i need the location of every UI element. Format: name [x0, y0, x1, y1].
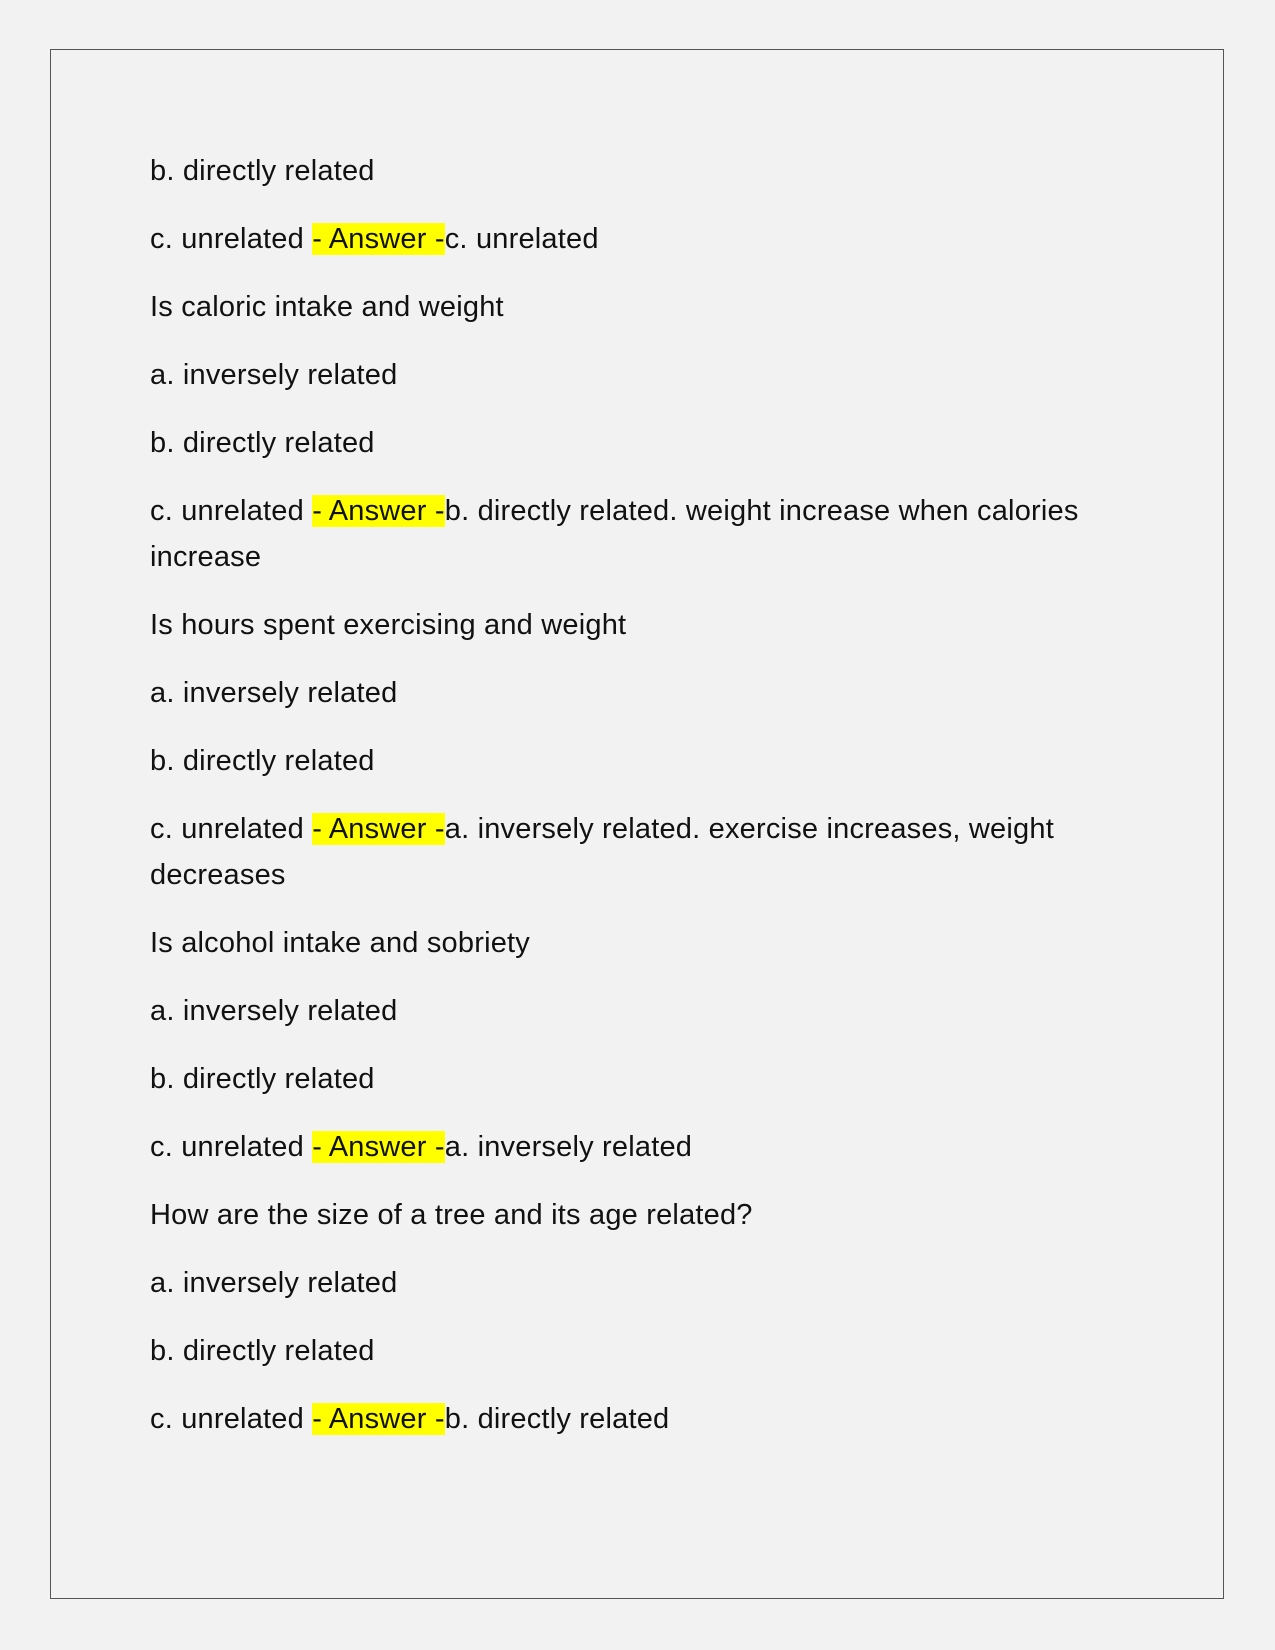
line-text: b. directly related	[150, 745, 375, 777]
answer-text: b. directly related. weight increase when calories increase	[150, 495, 1079, 573]
answer-highlight: - Answer -	[312, 495, 445, 527]
text-line	[150, 738, 1140, 784]
answer-text: b. directly related	[444, 1403, 670, 1435]
text-line	[150, 420, 1140, 466]
question-line	[150, 1192, 1140, 1238]
line-text: b. directly related	[150, 427, 375, 459]
line-text: b. directly related	[150, 1063, 375, 1095]
text-line	[150, 352, 1140, 398]
line-text: a. inversely related	[150, 995, 398, 1027]
line-text: b. directly related	[150, 1335, 375, 1367]
document-body	[150, 148, 1140, 1464]
line-text: c. unrelated	[150, 495, 313, 527]
line-text: a. inversely related	[150, 1267, 398, 1299]
answer-highlight: - Answer -	[312, 1403, 445, 1435]
answer-text: c. unrelated	[444, 223, 599, 255]
text-line	[150, 1056, 1140, 1102]
answer-text: a. inversely related. exercise increases, weight decreases	[150, 813, 1054, 891]
text-line	[150, 670, 1140, 716]
line-text: b. directly related	[150, 155, 375, 187]
answer-line	[150, 216, 1140, 262]
text-line	[150, 988, 1140, 1034]
question-text: Is alcohol intake and sobriety	[150, 927, 530, 959]
line-text: c. unrelated	[150, 813, 313, 845]
text-line	[150, 1328, 1140, 1374]
line-text: c. unrelated	[150, 223, 313, 255]
text-line	[150, 1260, 1140, 1306]
answer-line	[150, 488, 1140, 580]
question-line	[150, 284, 1140, 330]
line-text: c. unrelated	[150, 1403, 313, 1435]
line-text: a. inversely related	[150, 359, 398, 391]
answer-text: a. inversely related	[444, 1131, 693, 1163]
question-text: Is hours spent exercising and weight	[150, 609, 627, 641]
question-text: How are the size of a tree and its age related?	[150, 1199, 753, 1231]
answer-line	[150, 806, 1140, 898]
answer-line	[150, 1124, 1140, 1170]
text-line	[150, 148, 1140, 194]
line-text: a. inversely related	[150, 677, 398, 709]
answer-highlight: - Answer -	[312, 813, 445, 845]
question-line	[150, 920, 1140, 966]
question-line	[150, 602, 1140, 648]
question-text: Is caloric intake and weight	[150, 291, 504, 323]
answer-line	[150, 1396, 1140, 1442]
line-text: c. unrelated	[150, 1131, 313, 1163]
answer-highlight: - Answer -	[312, 223, 445, 255]
answer-highlight: - Answer -	[312, 1131, 445, 1163]
